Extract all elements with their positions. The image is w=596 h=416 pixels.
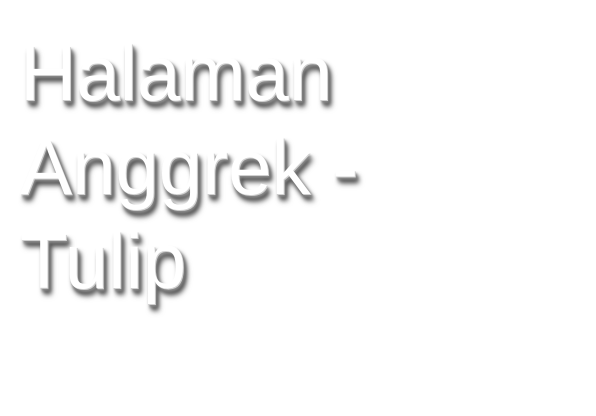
page-title-line-1: Halaman [20,29,333,117]
page-title [20,26,540,308]
page-title-line-3: Tulip [20,217,187,305]
page-title-line-2: Anggrek - [20,123,359,211]
